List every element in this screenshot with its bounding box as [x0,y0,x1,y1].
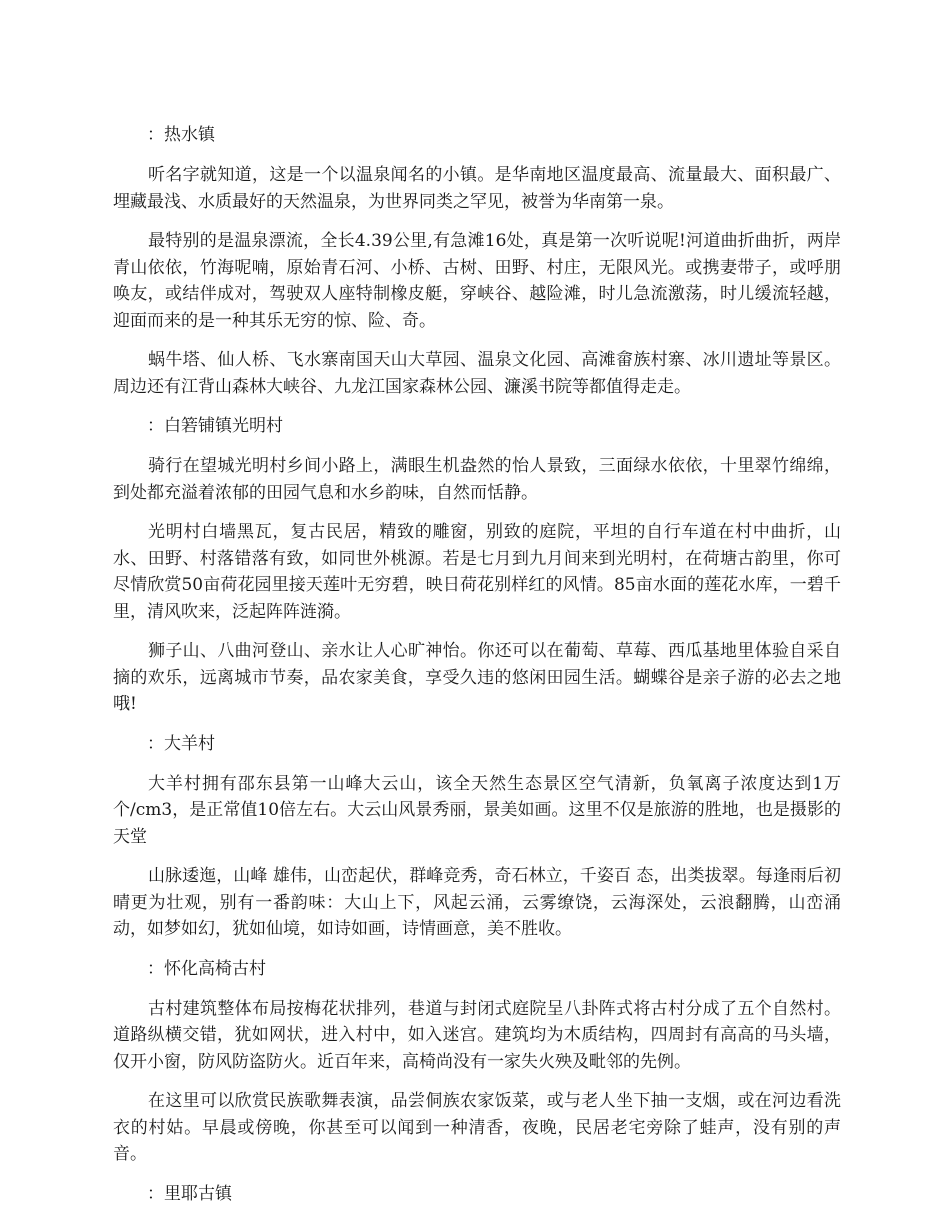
paragraph: 光明村白墙黑瓦，复古民居，精致的雕窗，别致的庭院，平坦的自行车道在村中曲折，山水、田野、村落错落有致，如同世外桃源。若是七月到九月间来到光明村，在荷塘古韵里，你可尽情欣赏50亩荷花园里接天莲叶无穷碧，映日荷花别样红的风情。85亩水面的莲花水库，一碧千里，清风吹来，泛起阵阵涟漪。 [113,522,841,622]
paragraph: 山脉逶迤，山峰 雄伟，山峦起伏，群峰竞秀，奇石林立，千姿百 态，出类拔翠。每逢雨后初晴更为壮观，别有一番韵味：大山上下，风起云涌，云雾缭饶，云海深处，云浪翻腾，山峦涌动，如梦如幻，犹如仙境，如诗如画，诗情画意，美不胜收。 [113,866,841,939]
section-heading: ：大羊村 [147,733,215,754]
section-gaoyi-ancient-village [113,956,841,1168]
paragraph: 狮子山、八曲河登山、亲水让人心旷神怡。你还可以在葡萄、草莓、西瓜基地里体验自采自摘的欢乐，远离城市节奏，品农家美食，享受久违的悠闲田园生活。蝴蝶谷是亲子游的必去之地哦! [113,641,841,714]
paragraph: 骑行在望城光明村乡间小路上，满眼生机盎然的怡人景致，三面绿水依依，十里翠竹绵绵，到处都充溢着浓郁的田园气息和水乡韵味，自然而恬静。 [113,456,841,503]
section-heading: ：白箬铺镇光明村 [147,416,283,436]
paragraph: 蜗牛塔、仙人桥、飞水寨南国天山大草园、温泉文化园、高滩畲族村寨、冰川遗址等景区。周边还有江背山森林大峡谷、九龙江国家森林公园、濂溪书院等都值得走走。 [113,350,841,397]
document-page [113,122,841,1221]
section-dayang-village [113,731,841,943]
paragraph: 在这里可以欣赏民族歌舞表演，品尝侗族农家饭菜，或与老人坐下抽一支烟，或在河边看洗衣的村姑。早晨或傍晚，你甚至可以闻到一种清香，夜晚，民居老宅旁除了蛙声，没有别的声音。 [113,1091,841,1164]
section-heading: ：里耶古镇 [147,1183,232,1204]
section-hot-spring-town [113,122,841,400]
section-heading: ：怀化高椅古村 [147,958,266,979]
paragraph: 古村建筑整体布局按梅花状排列，巷道与封闭式庭院呈八卦阵式将古村分成了五个自然村。道路纵横交错，犹如网状，进入村中，如入迷宫。建筑均为木质结构，四周封有高高的马头墙，仅开小窗，防风防盗防火。近百年来，高椅尚没有一家失火殃及毗邻的先例。 [113,998,841,1072]
paragraph: 大羊村拥有邵东县第一山峰大云山，该全天然生态景区空气清新，负氧离子浓度达到1万个/cm3，是正常值10倍左右。大云山风景秀丽，景美如画。这里不仅是旅游的胜地，也是摄影的天堂 [113,773,841,847]
paragraph: 听名字就知道，这是一个以温泉闻名的小镇。是华南地区温度最高、流量最大、面积最广、埋藏最浅、水质最好的天然温泉，为世界同类之罕见，被誉为华南第一泉。 [113,165,841,212]
section-liye-ancient-town [113,1181,841,1207]
section-heading: ：热水镇 [147,125,215,145]
section-guangming-village [113,413,841,718]
paragraph: 最特别的是温泉漂流，全长4.39公里,有急滩16处，真是第一次听说呢!河道曲折曲折，两岸青山依依，竹海呢喃，原始青石河、小桥、古树、田野、村庄，无限风光。或携妻带子，或呼朋唤友，或结伴成对，驾驶双人座特制橡皮艇，穿峡谷、越险滩，时儿急流激荡，时儿缓流轻越，迎面而来的是一种其乐无穷的惊、险、奇。 [113,231,841,331]
